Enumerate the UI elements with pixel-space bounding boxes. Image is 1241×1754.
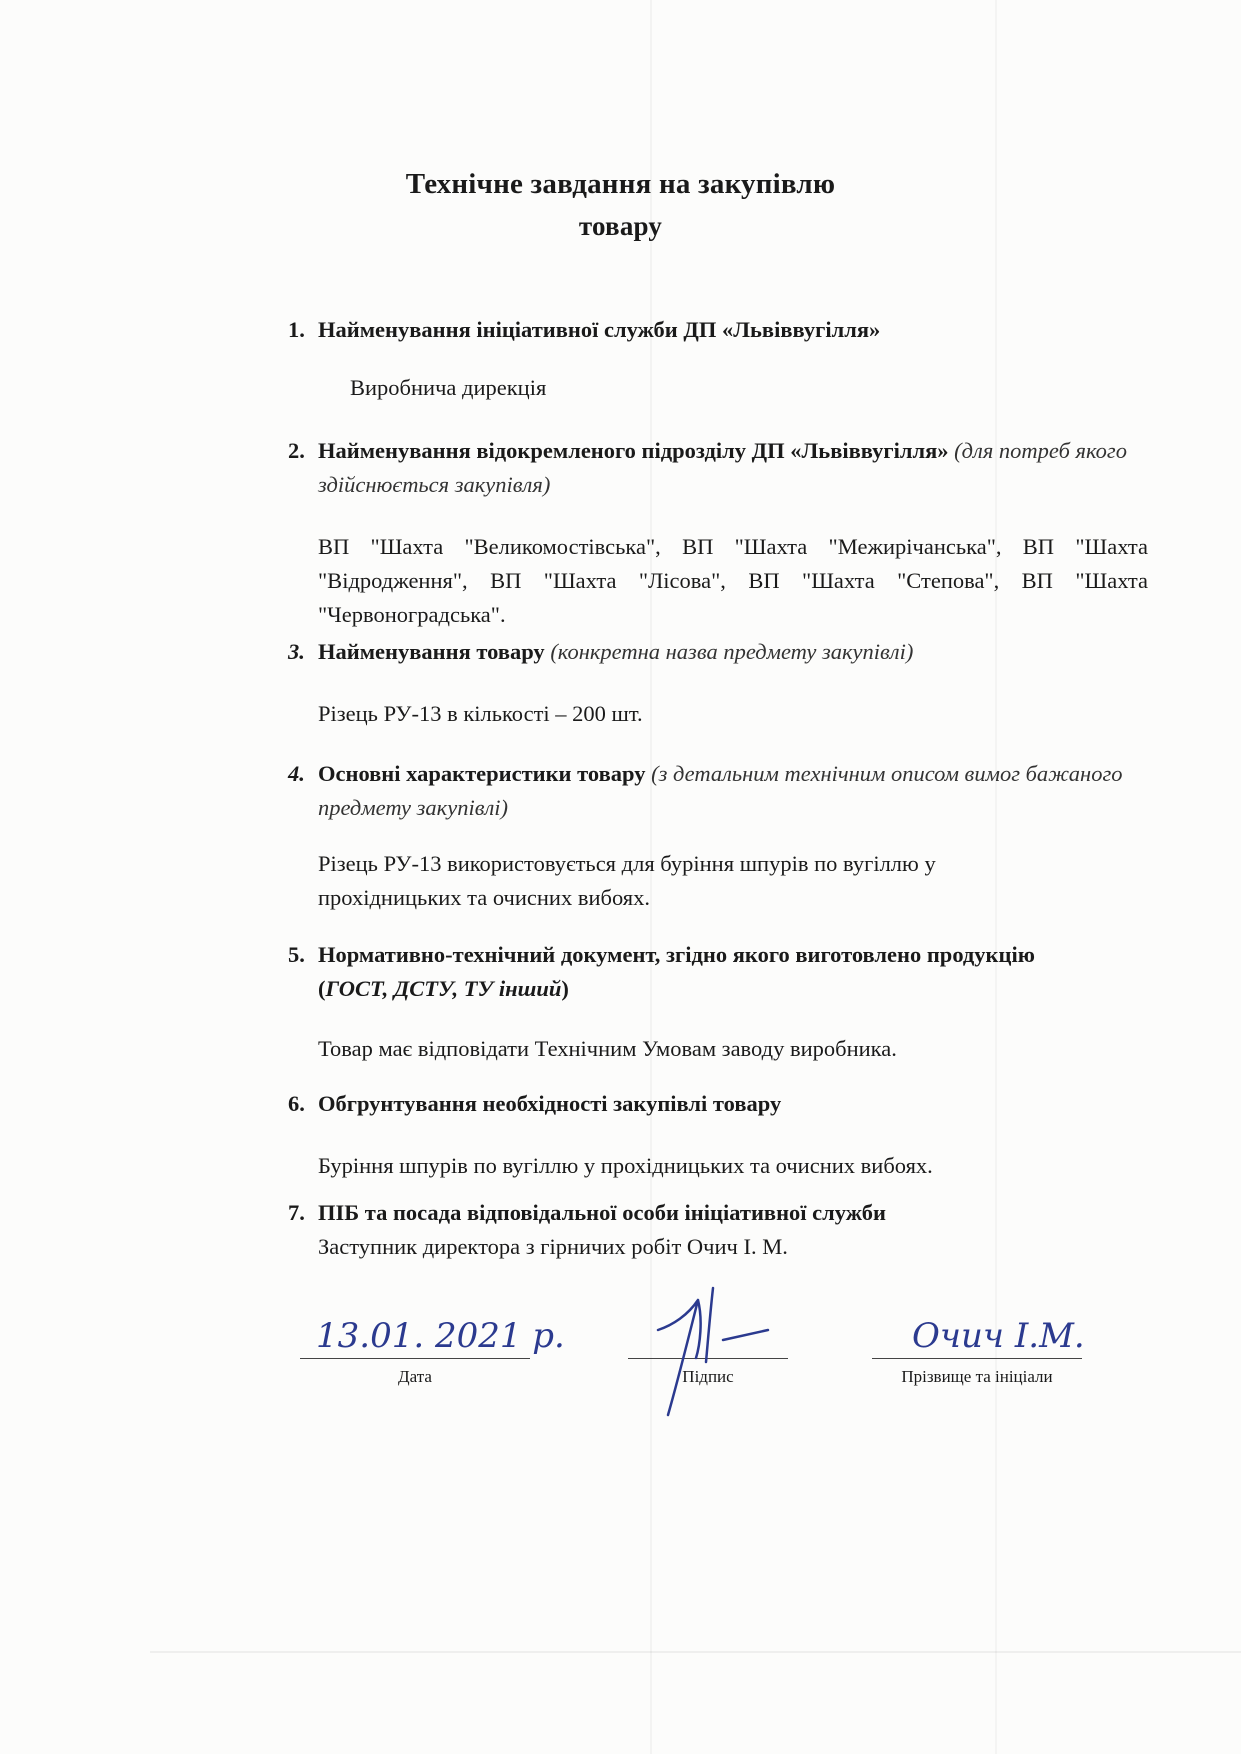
section-body: Виробнича дирекція bbox=[350, 375, 547, 400]
section-heading: Обгрунтування необхідності закупівлі товару bbox=[318, 1091, 782, 1116]
section-5 bbox=[288, 938, 1078, 1066]
date-caption: Дата bbox=[398, 1367, 432, 1386]
signature-caption: Підпис bbox=[682, 1367, 734, 1386]
section-body: Товар має відповідати Технічним Умовам заводу виробника. bbox=[318, 1036, 897, 1061]
section-number: 3. bbox=[288, 639, 305, 664]
section-2 bbox=[288, 434, 1148, 632]
section-body: Різець РУ-13 використовується для буріння шпурів по вугіллю у прохідницьких та очисних вибоях. bbox=[318, 851, 936, 910]
section-body: Заступник директора з гірничих робіт Очич І. М. bbox=[318, 1234, 788, 1259]
heading-standards: ГОСТ, ДСТУ, ТУ інший bbox=[325, 976, 562, 1001]
heading-text: Нормативно-технічний документ, згідно якого виготовлено продукцію ( bbox=[318, 942, 1035, 1001]
section-6 bbox=[288, 1087, 1148, 1183]
section-7 bbox=[288, 1196, 1148, 1264]
signature-field bbox=[628, 1300, 788, 1387]
name-field bbox=[872, 1300, 1085, 1387]
heading-text: Найменування відокремленого підрозділу ДП «Львіввугілля» bbox=[318, 438, 949, 463]
section-number: 5. bbox=[288, 942, 305, 967]
name-caption: Прізвище та ініціали bbox=[901, 1367, 1053, 1386]
heading-text-end: ) bbox=[561, 976, 569, 1001]
section-body: Різець РУ-13 в кількості – 200 шт. bbox=[318, 701, 643, 726]
handwritten-date: 13.01. 2021 р. bbox=[316, 1316, 565, 1356]
heading-note: (конкретна назва предмету закупівлі) bbox=[550, 639, 914, 664]
section-body: Буріння шпурів по вугіллю у прохідницьких та очисних вибоях. bbox=[318, 1153, 933, 1178]
title-line-1: Технічне завдання на закупівлю bbox=[405, 168, 836, 200]
handwritten-name: Очич І.М. bbox=[912, 1316, 1085, 1356]
heading-text: Найменування товару bbox=[318, 639, 545, 664]
section-heading bbox=[318, 757, 1148, 825]
section-1 bbox=[288, 313, 1148, 405]
section-heading: ПІБ та посада відповідальної особи ініціативної служби bbox=[318, 1200, 886, 1225]
section-heading bbox=[318, 938, 1078, 1006]
heading-note: (з детальним технічним описом вимог бажаного предмету закупівлі) bbox=[318, 761, 1123, 820]
section-number: 6. bbox=[288, 1091, 305, 1116]
section-number: 4. bbox=[288, 761, 305, 786]
handwritten-signature bbox=[628, 1270, 788, 1420]
section-number: 2. bbox=[288, 438, 305, 463]
section-body: ВП "Шахта "Великомостівська", ВП "Шахта "Межирічанська", ВП "Шахта "Відродження", ВП "Шахта "Лісова", ВП "Шахта "Степова", ВП "Шахта "Червоноградська". bbox=[318, 534, 1148, 627]
heading-note: (для потреб якого здійснюється закупівля) bbox=[318, 438, 1127, 497]
document-title bbox=[0, 168, 1241, 242]
section-3 bbox=[288, 635, 1148, 731]
heading-text: Основні характеристики товару bbox=[318, 761, 646, 786]
section-number: 7. bbox=[288, 1200, 305, 1225]
section-number: 1. bbox=[288, 317, 305, 342]
section-heading: Найменування ініціативної служби ДП «Львіввугілля» bbox=[318, 317, 881, 342]
section-4 bbox=[288, 757, 1148, 915]
section-heading bbox=[318, 635, 1148, 669]
title-line-2: товару bbox=[578, 211, 663, 241]
date-field bbox=[300, 1300, 565, 1387]
section-heading bbox=[318, 434, 1148, 502]
